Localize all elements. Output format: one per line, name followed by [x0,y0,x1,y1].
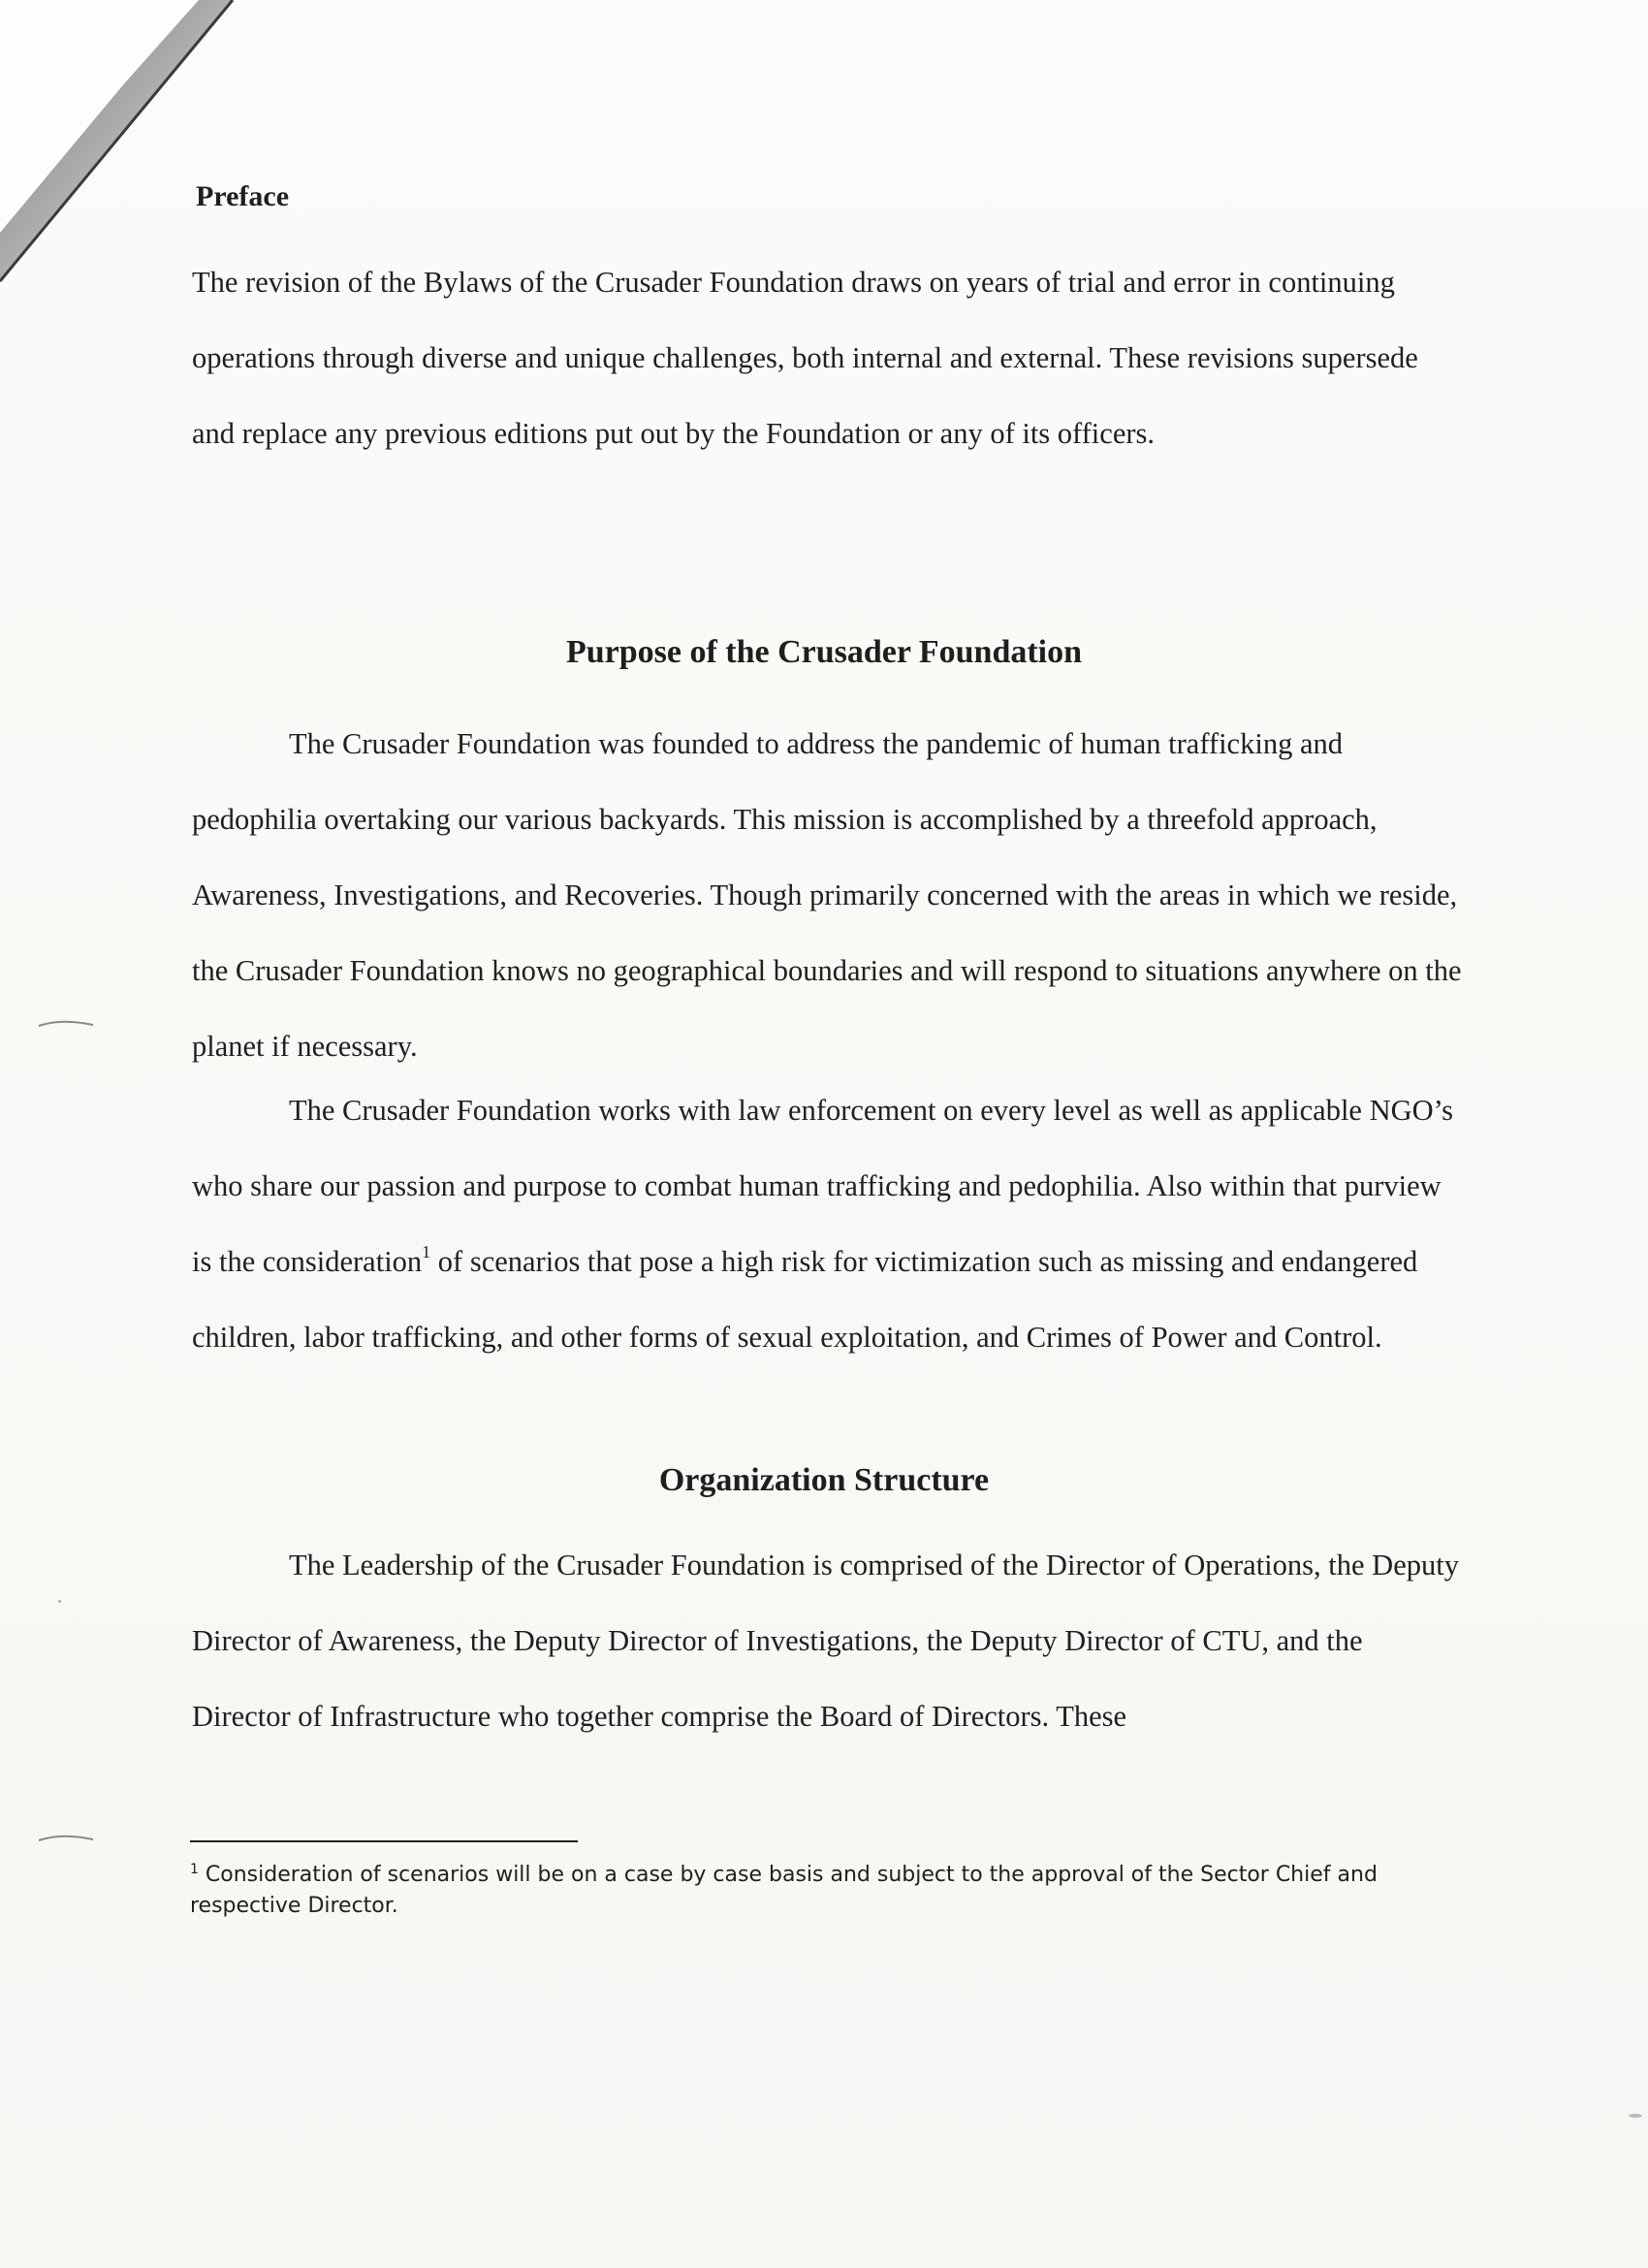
organization-heading: Organization Structure [658,1462,990,1498]
scan-speck [1629,2114,1642,2118]
purpose-paragraph-2-text: The Crusader Foundation works with law enforcement on every level as well as applicable NGO’s who share our passion and purpose to combat human trafficking and pedophilia. Also within that purview is the consideration [192,1094,1454,1278]
scan-speck [58,1600,61,1603]
footnote [190,1860,1450,1922]
preface-heading: Preface [196,180,290,212]
purpose-paragraph-1: The Crusader Foundation was founded to address the pandemic of human trafficking and pedophilia overtaking our various backyards. This mission is accomplished by a threefold approach, Awareness, Investigations, and Recoveries. Though primarily concerned with the areas in which we reside, the Crusader Foundation knows no geographical boundaries and will respond to situations anywhere on the planet if necessary. [192,727,1462,1063]
organization-paragraph-1: The Leadership of the Crusader Foundation is comprised of the Director of Operations, the Deputy Director of Awareness, the Deputy Director of Investigations, the Deputy Director of CTU, and the Director of Infrastructure who together comprise the Board of Directors. These [192,1549,1459,1733]
footnote-text: Consideration of scenarios will be on a case by case basis and subject to the approval of the Sector Chief and respective Director. [190,1863,1378,1918]
scan-mark [37,1020,95,1028]
preface-paragraph: The revision of the Bylaws of the Crusader Foundation draws on years of trial and error in continuing operations through diverse and unique challenges, both internal and external. These revisions supersede and replace any previous editions put out by the Foundation or any of its officers. [192,266,1418,450]
footnote-reference[interactable]: 1 [422,1242,431,1262]
scan-mark [37,1835,95,1842]
purpose-heading: Purpose of the Crusader Foundation [565,634,1083,670]
footnote-separator [190,1840,578,1842]
footnote-number: 1 [190,1862,199,1877]
purpose-paragraph-2 [192,1072,1462,1375]
purpose-paragraph-2-continued: of scenarios that pose a high risk for victimization such as missing and endangered children, labor trafficking, and other forms of sexual exploitation, and Crimes of Power and Control. [192,1245,1418,1354]
